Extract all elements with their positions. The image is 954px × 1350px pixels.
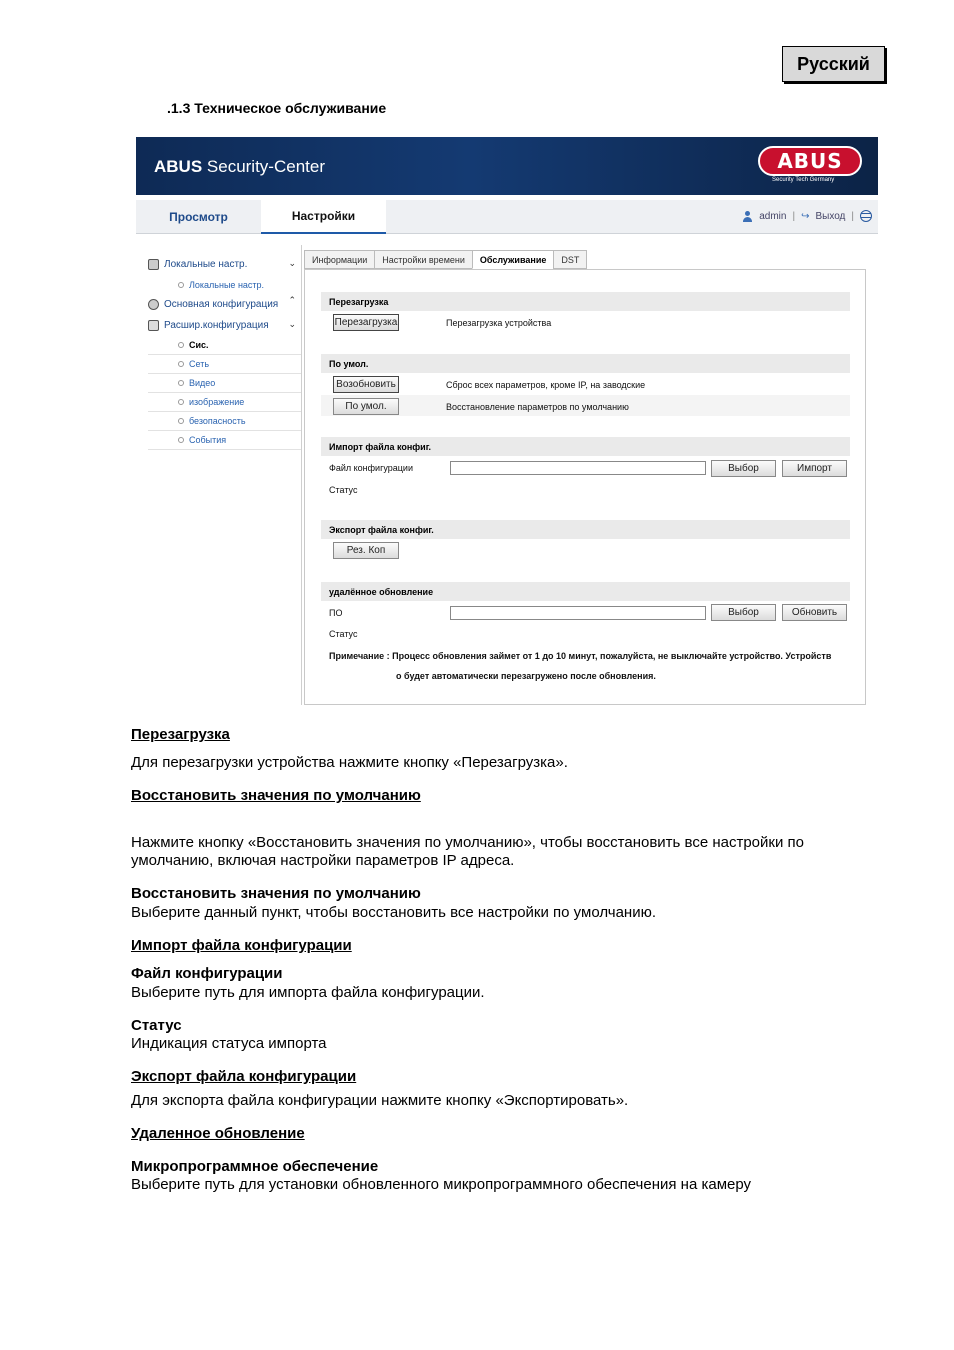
firmware-label: ПО	[329, 608, 343, 618]
settings-tabs	[304, 250, 587, 269]
default-section-title: По умол.	[321, 354, 850, 373]
user-icon	[742, 211, 753, 222]
sidebar-subitem-image[interactable]: изображение	[148, 393, 302, 412]
tab-dst[interactable]: DST	[553, 250, 587, 269]
bullet-icon	[178, 282, 184, 288]
chevron-down-icon: ⌄	[288, 319, 296, 329]
status-heading: Статус	[131, 1017, 182, 1034]
upgrade-note	[329, 651, 831, 661]
export-heading: Экспорт файла конфигурации	[131, 1068, 357, 1085]
firmware-text: Выберите путь для установки обновленного микропрограммного обеспечения на камеру	[131, 1176, 752, 1193]
import-button[interactable]: Импорт	[782, 460, 847, 477]
sidebar-subitem-network[interactable]: Сеть	[148, 355, 302, 374]
reboot-description: Перезагрузка устройства	[446, 318, 552, 328]
bullet-icon	[178, 380, 184, 386]
status-text: Индикация статуса импорта	[131, 1035, 327, 1052]
nav-tab-live-view[interactable]: Просмотр	[169, 210, 228, 224]
nav-tab-settings[interactable]: Настройки	[261, 200, 386, 234]
backup-button[interactable]: Рез. Коп	[333, 542, 399, 559]
file-heading: Файл конфигурации	[131, 965, 283, 982]
bullet-icon	[178, 361, 184, 367]
restore-button[interactable]: Возобновить	[333, 376, 399, 393]
sidebar-subitem-security[interactable]: безопасность	[148, 412, 302, 431]
sidebar-subitem-events[interactable]: События	[148, 431, 302, 450]
restore-heading: Восстановить значения по умолчанию	[131, 787, 421, 804]
restore-text-line-1: Нажмите кнопку «Восстановить значения по умолчанию», чтобы восстановить все настройки по	[131, 834, 804, 851]
upgrade-browse-button[interactable]: Выбор	[711, 604, 776, 621]
language-badge: Русский	[782, 46, 885, 82]
tab-info[interactable]: Информации	[304, 250, 374, 269]
config-icon	[148, 299, 159, 310]
sidebar-subitem-video[interactable]: Видео	[148, 374, 302, 393]
reboot-heading: Перезагрузка	[131, 726, 230, 743]
bullet-icon	[178, 418, 184, 424]
reboot-button[interactable]: Перезагрузка	[333, 314, 399, 331]
upgrade-status-label: Статус	[329, 629, 358, 639]
logout-icon: ↪	[801, 210, 810, 222]
sidebar-subitem-system[interactable]: Сис.	[148, 336, 302, 355]
export-section-title: Экспорт файла конфиг.	[321, 520, 850, 539]
note-label: Примечание :	[329, 651, 390, 661]
sidebar-divider	[301, 245, 302, 705]
firmware-heading: Микропрограммное обеспечение	[131, 1158, 379, 1175]
bullet-icon	[178, 437, 184, 443]
app-title: ABUS Security-Center	[154, 157, 325, 176]
import-browse-button[interactable]: Выбор	[711, 460, 776, 477]
section-title: .1.3 Техническое обслуживание	[167, 100, 387, 116]
upgrade-button[interactable]: Обновить	[782, 604, 847, 621]
config-file-input[interactable]	[450, 461, 706, 475]
config-file-label: Файл конфигурации	[329, 463, 413, 473]
sidebar-item-advanced[interactable]: Расшир.конфигурация ⌄	[148, 315, 302, 336]
export-text: Для экспорта файла конфигурации нажмите кнопку «Экспортировать».	[131, 1092, 629, 1109]
restore-description: Сброс всех параметров, кроме IP, на заводские	[446, 380, 646, 390]
default-description: Восстановление параметров по умолчанию	[446, 402, 629, 412]
sidebar-subitem-local[interactable]: Локальные настр.	[148, 275, 302, 294]
monitor-icon	[148, 259, 159, 270]
upgrade-section-title: удалённое обновление	[321, 582, 850, 601]
tab-time-settings[interactable]: Настройки времени	[374, 250, 472, 269]
tab-maintenance[interactable]: Обслуживание	[472, 250, 553, 269]
user-link[interactable]: admin	[759, 210, 787, 222]
import-heading: Импорт файла конфигурации	[131, 937, 352, 954]
import-section-title: Импорт файла конфиг.	[321, 437, 850, 456]
bullet-icon	[178, 399, 184, 405]
firmware-file-input[interactable]	[450, 606, 706, 620]
restore2-text: Выберите данный пункт, чтобы восстановить все настройки по умолчанию.	[131, 904, 656, 921]
upgrade-heading: Удаленное обновление	[131, 1125, 305, 1142]
wrench-icon	[148, 320, 159, 331]
sidebar-item-local[interactable]: Локальные настр. ⌄	[148, 254, 302, 275]
embedded-screenshot	[136, 137, 878, 707]
logout-link[interactable]: Выход	[815, 210, 846, 222]
restore2-heading: Восстановить значения по умолчанию	[131, 885, 421, 902]
globe-icon[interactable]	[860, 210, 872, 222]
restore-text-line-2: умолчанию, включая настройки параметров IP адреса.	[131, 852, 515, 869]
chevron-down-icon: ⌄	[288, 258, 296, 268]
file-text: Выберите путь для импорта файла конфигурации.	[131, 984, 485, 1001]
note-line-1: Процесс обновления займет от 1 до 10 минут, пожалуйста, не выключайте устройство. Устройств	[392, 651, 832, 661]
app-header	[136, 137, 878, 195]
import-status-label: Статус	[329, 485, 358, 495]
maintenance-panel	[304, 269, 866, 705]
abus-logo: ABUS Security Tech Germany	[758, 146, 862, 186]
sidebar	[148, 254, 302, 450]
default-button[interactable]: По умол.	[333, 398, 399, 415]
sidebar-item-basic[interactable]: Основная конфигурация ⌃	[148, 294, 302, 315]
reboot-section-title: Перезагрузка	[321, 292, 850, 311]
note-line-2: о будет автоматически перезагружено после обновления.	[396, 671, 656, 681]
reboot-text: Для перезагрузки устройства нажмите кнопку «Перезагрузка».	[131, 754, 568, 771]
bullet-icon	[178, 342, 184, 348]
chevron-up-icon: ⌃	[288, 295, 296, 305]
top-nav: Просмотр Настройки admin | ↪ Выход |	[136, 200, 878, 234]
